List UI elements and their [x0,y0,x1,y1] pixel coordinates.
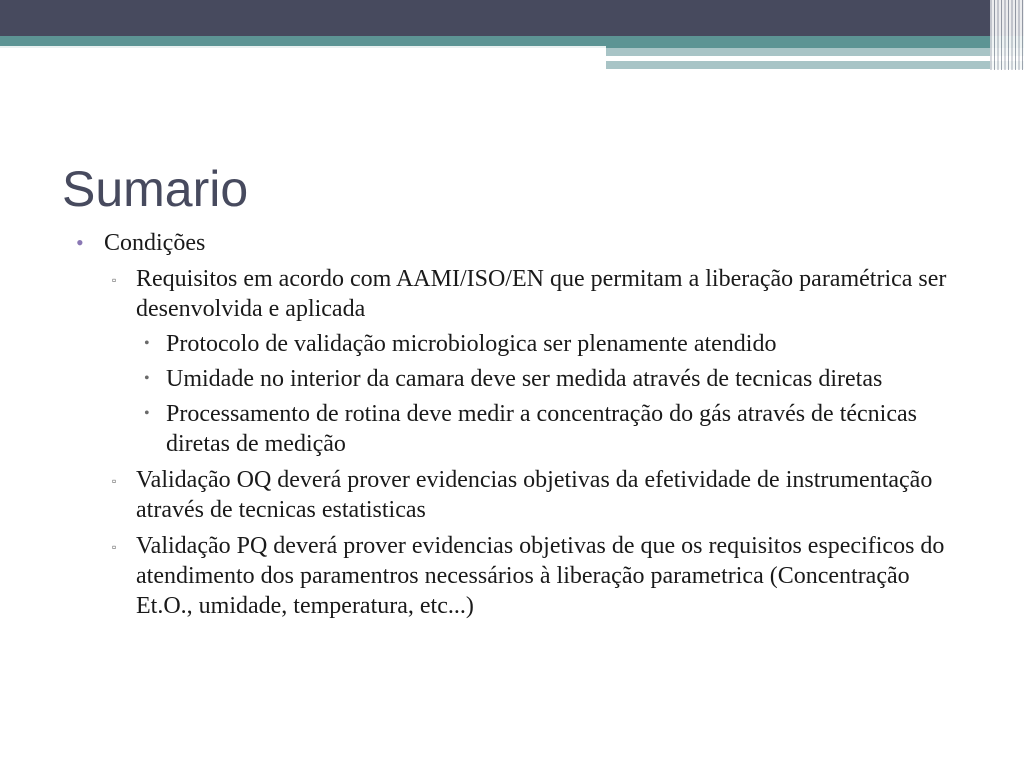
bullet-dot-icon: • [76,230,84,255]
bullet-text: Condições [104,230,206,256]
list-item [136,364,972,394]
list-item [104,465,972,525]
list-item [136,399,972,459]
square-bullet-icon: ▫ [112,474,117,488]
list-item [104,264,972,459]
header-divider-line [0,46,606,48]
square-bullet-icon: ▫ [112,540,117,554]
bullet-text: Umidade no interior da camara deve ser medida através de tecnicas diretas [166,366,883,392]
bullet-text: Validação OQ deverá prover evidencias objetivas da efetividade de instrumentação através de tecnicas estatisticas [136,467,933,523]
bullet-list-level-1 [72,228,972,621]
header-accent-bar-top [606,48,1024,56]
small-dot-icon: • [144,370,150,387]
list-item [72,228,972,621]
bullet-list-level-3 [136,329,972,459]
header-band-dark [0,0,1024,36]
bullet-text: Requisitos em acordo com AAMI/ISO/EN que permitam a liberação paramétrica ser desenvolvida e aplicada [136,266,947,322]
bullet-text: Protocolo de validação microbiologica ser plenamente atendido [166,331,777,357]
slide-title: Sumario [62,161,249,217]
header-accent-bar-bottom [606,61,1024,69]
bullet-text: Validação PQ deverá prover evidencias objetivas de que os requisitos especificos do atendimento dos paramentros necessários à liberação parametrica (Concentração Et.O., umidade, temperatura, etc...) [136,533,945,619]
slide-body [72,228,972,621]
square-bullet-icon: ▫ [112,273,117,287]
corner-stripes-decoration [990,0,1024,70]
bullet-text: Processamento de rotina deve medir a concentração do gás através de técnicas diretas de medição [166,401,917,457]
list-item [136,329,972,359]
small-dot-icon: • [144,405,150,422]
small-dot-icon: • [144,335,150,352]
list-item [104,531,972,621]
bullet-list-level-2 [104,264,972,621]
